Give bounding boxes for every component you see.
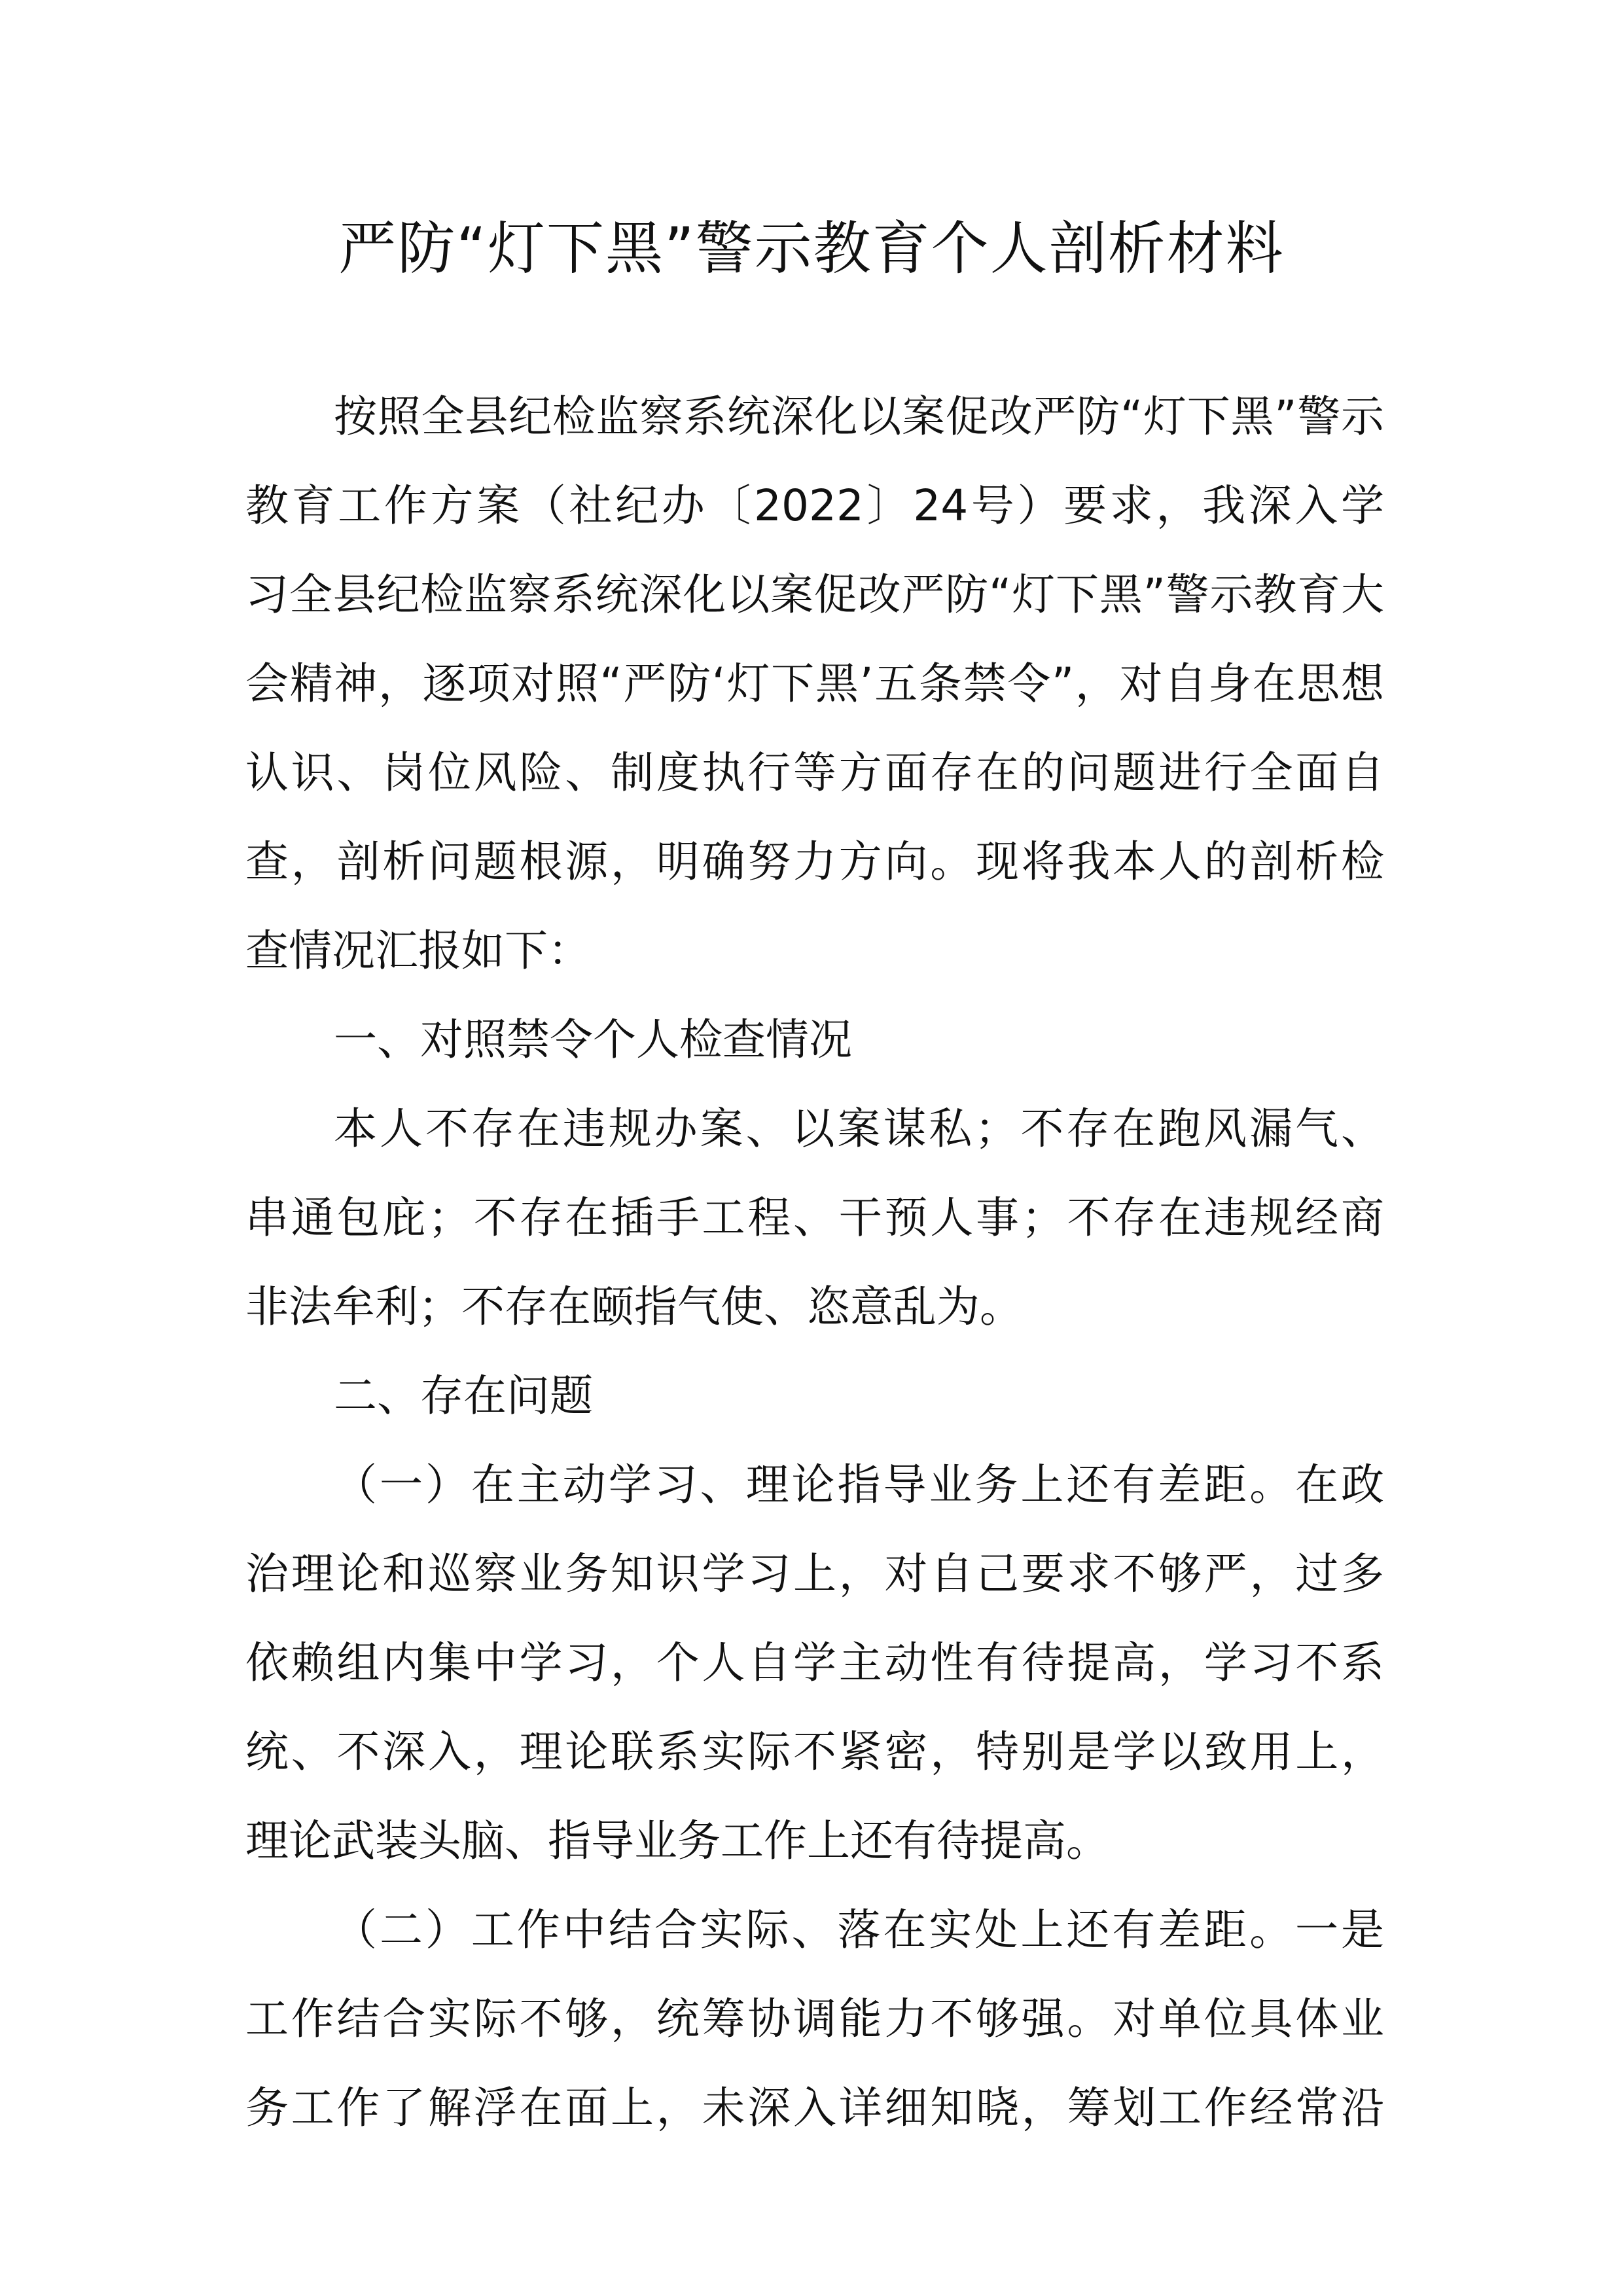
body-line: 依赖组内集中学习，个人自学主动性有待提高，学习不系	[245, 1638, 1384, 1688]
body-line: 串通包庇；不存在插手工程、干预人事；不存在违规经商	[245, 1193, 1384, 1243]
body-line: 务工作了解浮在面上，未深入详细知晓，筹划工作经常沿	[245, 2083, 1384, 2133]
body-line: 理论武装头脑、指导业务工作上还有待提高。	[245, 1816, 1109, 1866]
body-line: 查情况汇报如下：	[245, 925, 591, 976]
section-heading: 二、存在问题	[334, 1371, 593, 1421]
section-heading: 一、对照禁令个人检查情况	[334, 1014, 852, 1065]
body-line: 治理论和巡察业务知识学习上，对自己要求不够严，过多	[245, 1549, 1384, 1599]
body-line: 非法牟利；不存在颐指气使、恣意乱为。	[245, 1282, 1023, 1332]
body-line: （一）在主动学习、理论指导业务上还有差距。在政	[334, 1460, 1384, 1510]
body-line: （二）工作中结合实际、落在实处上还有差距。一是	[334, 1905, 1384, 1955]
body-line: 工作结合实际不够，统筹协调能力不够强。对单位具体业	[245, 1994, 1384, 2044]
body-line: 查，剖析问题根源，明确努力方向。现将我本人的剖析检	[245, 836, 1384, 887]
body-line: 统、不深入，理论联系实际不紧密，特别是学以致用上，	[245, 1727, 1384, 1777]
body-line: 按照全县纪检监察系统深化以案促改严防“灯下黑”警示	[334, 391, 1384, 442]
body-line: 会精神，逐项对照“严防‘灯下黑’五条禁令”，对自身在思想	[245, 658, 1384, 709]
body-line: 认识、岗位风险、制度执行等方面存在的问题进行全面自	[245, 747, 1384, 798]
body-line: 教育工作方案（社纪办〔2022〕24号）要求，我深入学	[245, 480, 1384, 531]
body-line: 习全县纪检监察系统深化以案促改严防“灯下黑”警示教育大	[245, 569, 1384, 620]
document-title: 严防“灯下黑”警示教育个人剖析材料	[338, 215, 1285, 282]
body-line: 本人不存在违规办案、以案谋私；不存在跑风漏气、	[334, 1103, 1384, 1154]
